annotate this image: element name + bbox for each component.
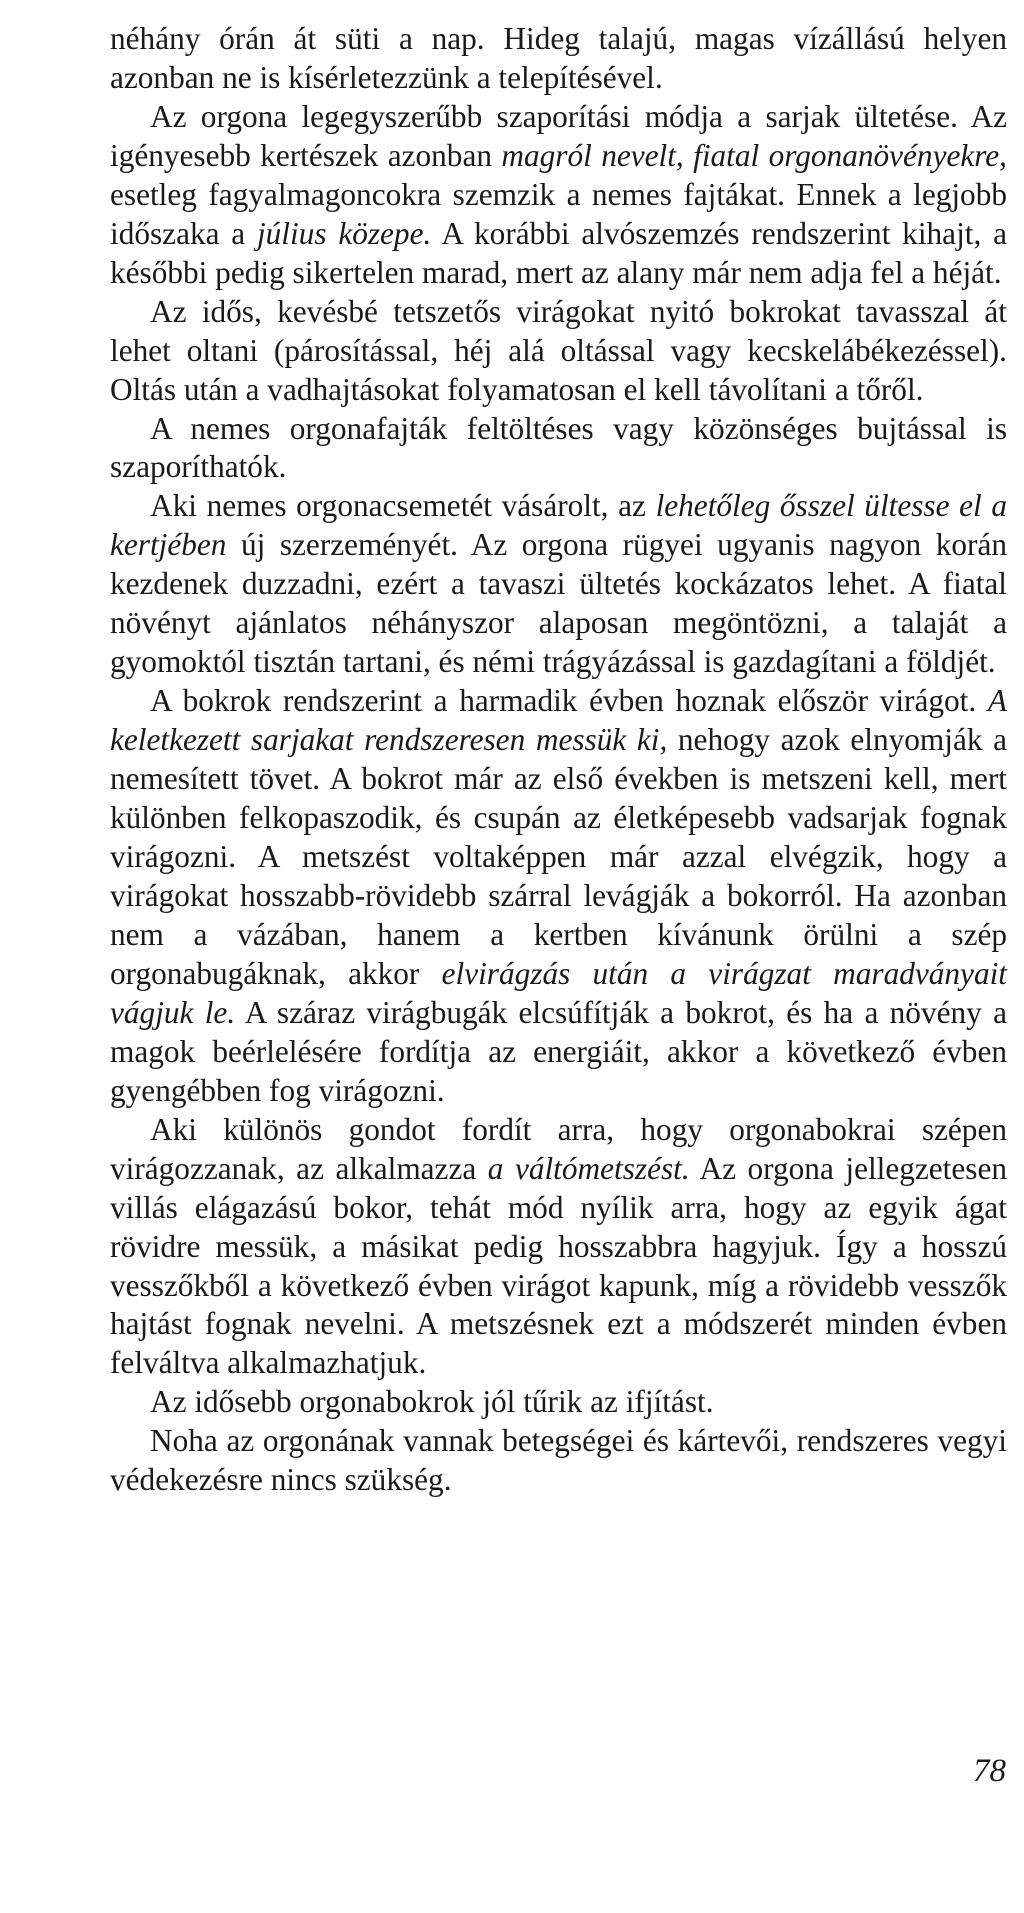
paragraph (110, 293, 1007, 410)
paragraph-text: A bokrok rendszerint a harmadik évben hoznak először virágot. (150, 683, 988, 719)
emphasized-text: magról nevelt, fiatal orgonanövényekre, (501, 137, 1007, 173)
paragraph-text: nehogy azok elnyomják a nemesített tövet. A bokrot már az első években is metszeni kell, mert különben felkopaszodik, és csupán az életképesebb vadsarjak fognak virágozni. A metszést voltaképpen már azzal elvégzik, hogy a virágokat hosszabb-rövidebb szárral levágják a bokorról. Ha azonban nem a vázában, hanem a kertben kívánunk örülni a szép orgonabugáknak, akkor (110, 722, 1007, 991)
paragraph-text: néhány órán át süti a nap. Hideg talajú, magas vízállású helyen azonban ne is kísérletezzünk a telepítésével. (110, 21, 1007, 95)
paragraph-text: Az orgona jellegzetesen villás elágazású bokor, tehát mód nyílik arra, hogy az egyik ágat rövidre messük, a másikat pedig hosszabbra hagyjuk. Így a hosszú vesszőkből a következő évben virágot kapunk, míg a rövidebb vesszők hajtást fognak nevelni. A metszésnek ezt a módszerét minden évben felváltva alkalmazhatjuk. (110, 1150, 1007, 1381)
paragraph (110, 487, 1007, 682)
paragraph (110, 410, 1007, 488)
page-body (110, 20, 1007, 1500)
paragraph-text: Aki nemes orgonacsemetét vásárolt, az (150, 488, 656, 524)
paragraph-text: Aki különös gondot fordít arra, hogy orgonabokrai szépen virágozzanak, az alkalmazza (110, 1111, 1007, 1186)
paragraph-text: Az orgona legegyszerűbb szaporítási módja a sarjak ültetése. Az igényesebb kertészek azonban (110, 98, 1007, 173)
emphasized-text: elvirágzás után a virágzat maradványait vágjuk le. (110, 955, 1007, 1030)
paragraph-text: esetleg fagyalmagoncokra szemzik a nemes fajtákat. Ennek a legjobb időszaka a (110, 176, 1007, 251)
paragraph-text: A korábbi alvószemzés rendszerint kihajt, a későbbi pedig sikertelen marad, mert az alany már nem adja fel a héját. (110, 215, 1007, 290)
paragraph (110, 1422, 1007, 1500)
text-column (110, 20, 1007, 1500)
paragraph (110, 20, 1007, 98)
emphasized-text: július közepe. (256, 215, 432, 251)
paragraph-text: Az idős, kevésbé tetszetős virágokat nyitó bokrokat tavasszal át lehet oltani (párosítással, héj alá oltással vagy kecskelábékezéssel). Oltás után a vadhajtásokat folyamatosan el kell távolítani a tőről. (110, 293, 1007, 407)
paragraph-text: Noha az orgonának vannak betegségei és kártevői, rendszeres vegyi védekezésre nincs szükség. (110, 1423, 1007, 1498)
paragraph (110, 98, 1007, 293)
paragraph-text: A nemes orgonafajták feltöltéses vagy közönséges bujtással is szaporíthatók. (110, 410, 1007, 485)
emphasized-text: a váltómetszést. (487, 1150, 690, 1186)
emphasized-text: lehetőleg ősszel ültesse el a kertjében (110, 488, 1007, 563)
paragraph-text: új szerzeményét. Az orgona rügyei ugyanis nagyon korán kezdenek duzzadni, ezért a tavaszi ültetés kockázatos lehet. A fiatal növényt ajánlatos néhányszor alaposan megöntözni, a talaját a gyomoktól tisztán tartani, és némi trágyázással is gazdagítani a földjét. (110, 527, 1007, 680)
page-number: 78 (973, 1753, 1006, 1789)
emphasized-text: A keletkezett sarjakat rendszeresen messük ki, (110, 683, 1007, 758)
paragraph-text: A száraz virágbugák elcsúfítják a bokrot, és ha a növény a magok beérlelésére fordítja az energiáit, akkor a következő évben gyengébben fog virágozni. (110, 994, 1007, 1108)
paragraph-text: Az idősebb orgonabokrok jól tűrik az ifjítást. (150, 1384, 714, 1420)
paragraph (110, 1111, 1007, 1384)
paragraph (110, 1383, 1007, 1422)
paragraph (110, 682, 1007, 1110)
